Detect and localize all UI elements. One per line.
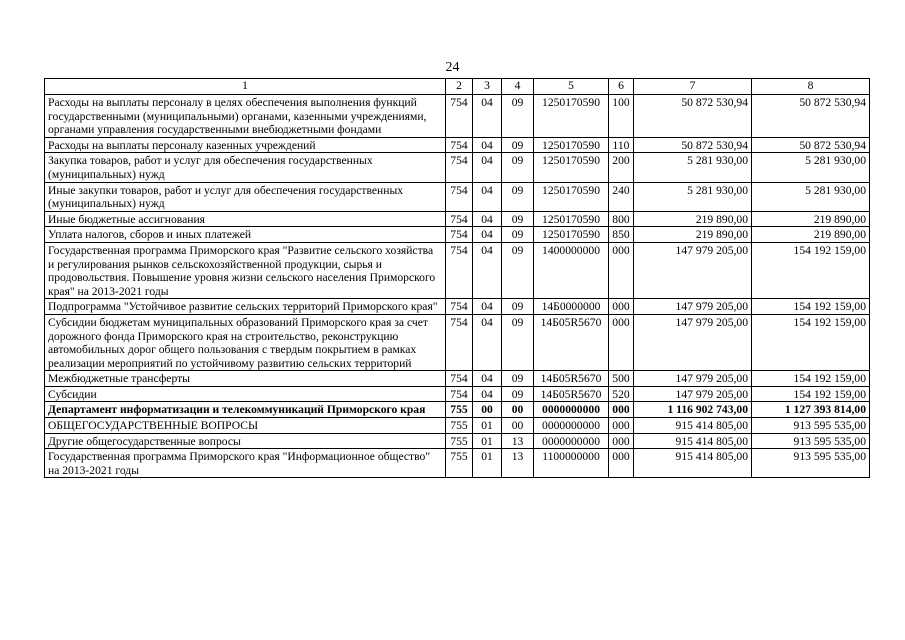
- subsection-code-cell: 09: [502, 371, 534, 387]
- subsection-code-cell: 09: [502, 95, 534, 138]
- expense-type-cell: 000: [609, 449, 634, 478]
- admin-code-cell: 754: [446, 371, 473, 387]
- table-row: [45, 299, 870, 315]
- target-article-cell: 1250170590: [534, 153, 609, 182]
- amount-year1-cell: 147 979 205,00: [634, 386, 752, 402]
- column-header: 8: [752, 79, 870, 95]
- subsection-code-cell: 00: [502, 402, 534, 418]
- amount-year2-cell: 50 872 530,94: [752, 137, 870, 153]
- table-row: [45, 242, 870, 298]
- column-header: 1: [45, 79, 446, 95]
- amount-year2-cell: 154 192 159,00: [752, 299, 870, 315]
- column-header: 3: [473, 79, 502, 95]
- target-article-cell: 1250170590: [534, 182, 609, 211]
- target-article-cell: 1400000000: [534, 242, 609, 298]
- amount-year2-cell: 913 595 535,00: [752, 418, 870, 434]
- item-name-cell: Подпрограмма "Устойчивое развитие сельских территорий Приморского края": [45, 299, 446, 315]
- admin-code-cell: 754: [446, 314, 473, 370]
- subsection-code-cell: 13: [502, 433, 534, 449]
- amount-year1-cell: 219 890,00: [634, 227, 752, 243]
- amount-year1-cell: 5 281 930,00: [634, 153, 752, 182]
- table-row: [45, 227, 870, 243]
- amount-year2-cell: 154 192 159,00: [752, 371, 870, 387]
- expense-type-cell: 850: [609, 227, 634, 243]
- amount-year1-cell: 5 281 930,00: [634, 182, 752, 211]
- subsection-code-cell: 09: [502, 153, 534, 182]
- target-article-cell: 0000000000: [534, 418, 609, 434]
- amount-year2-cell: 219 890,00: [752, 211, 870, 227]
- admin-code-cell: 755: [446, 433, 473, 449]
- column-header: 4: [502, 79, 534, 95]
- amount-year2-cell: 1 127 393 814,00: [752, 402, 870, 418]
- item-name-cell: Субсидии: [45, 386, 446, 402]
- amount-year1-cell: 1 116 902 743,00: [634, 402, 752, 418]
- admin-code-cell: 754: [446, 299, 473, 315]
- admin-code-cell: 754: [446, 242, 473, 298]
- expense-type-cell: 200: [609, 153, 634, 182]
- subsection-code-cell: 09: [502, 299, 534, 315]
- admin-code-cell: 754: [446, 227, 473, 243]
- admin-code-cell: 755: [446, 402, 473, 418]
- subsection-code-cell: 09: [502, 227, 534, 243]
- expense-type-cell: 100: [609, 95, 634, 138]
- subsection-code-cell: 09: [502, 182, 534, 211]
- table-row: [45, 386, 870, 402]
- subsection-code-cell: 09: [502, 242, 534, 298]
- item-name-cell: Межбюджетные трансферты: [45, 371, 446, 387]
- admin-code-cell: 754: [446, 211, 473, 227]
- section-code-cell: 04: [473, 182, 502, 211]
- section-code-cell: 00: [473, 402, 502, 418]
- item-name-cell: Государственная программа Приморского края "Развитие сельского хозяйства и регулирования рынков сельскохозяйственной продукции, сырья и продовольствия. Повышение уровня жизни сельского населения Приморского края" на 2013-2021 годы: [45, 242, 446, 298]
- table-row: [45, 433, 870, 449]
- page-number: 24: [445, 60, 460, 75]
- amount-year1-cell: 147 979 205,00: [634, 242, 752, 298]
- target-article-cell: 1250170590: [534, 211, 609, 227]
- amount-year2-cell: 219 890,00: [752, 227, 870, 243]
- subsection-code-cell: 09: [502, 137, 534, 153]
- expense-type-cell: 000: [609, 242, 634, 298]
- item-name-cell: Расходы на выплаты персоналу в целях обеспечения выполнения функций государственными (муниципальными) органами, казенными учреждениями, органами управления государственными внебюджетными фондами: [45, 95, 446, 138]
- subsection-code-cell: 09: [502, 386, 534, 402]
- section-code-cell: 04: [473, 314, 502, 370]
- target-article-cell: 14Б05R5670: [534, 371, 609, 387]
- item-name-cell: Иные бюджетные ассигнования: [45, 211, 446, 227]
- target-article-cell: 14Б05R5670: [534, 314, 609, 370]
- section-code-cell: 04: [473, 227, 502, 243]
- admin-code-cell: 754: [446, 95, 473, 138]
- subsection-code-cell: 09: [502, 314, 534, 370]
- amount-year1-cell: 147 979 205,00: [634, 299, 752, 315]
- table-row: [45, 371, 870, 387]
- table-row: [45, 153, 870, 182]
- admin-code-cell: 754: [446, 386, 473, 402]
- column-header: 5: [534, 79, 609, 95]
- amount-year2-cell: 154 192 159,00: [752, 386, 870, 402]
- item-name-cell: Другие общегосударственные вопросы: [45, 433, 446, 449]
- amount-year1-cell: 50 872 530,94: [634, 95, 752, 138]
- table-row: [45, 137, 870, 153]
- item-name-cell: ОБЩЕГОСУДАРСТВЕННЫЕ ВОПРОСЫ: [45, 418, 446, 434]
- section-code-cell: 04: [473, 211, 502, 227]
- amount-year1-cell: 147 979 205,00: [634, 314, 752, 370]
- section-code-cell: 04: [473, 137, 502, 153]
- expense-type-cell: 000: [609, 299, 634, 315]
- column-header: 2: [446, 79, 473, 95]
- table-row: [45, 211, 870, 227]
- amount-year2-cell: 913 595 535,00: [752, 433, 870, 449]
- amount-year1-cell: 915 414 805,00: [634, 418, 752, 434]
- section-code-cell: 04: [473, 242, 502, 298]
- expense-type-cell: 000: [609, 402, 634, 418]
- table-row: [45, 402, 870, 418]
- expense-type-cell: 520: [609, 386, 634, 402]
- amount-year2-cell: 154 192 159,00: [752, 242, 870, 298]
- admin-code-cell: 754: [446, 137, 473, 153]
- item-name-cell: Уплата налогов, сборов и иных платежей: [45, 227, 446, 243]
- admin-code-cell: 755: [446, 418, 473, 434]
- amount-year2-cell: 5 281 930,00: [752, 153, 870, 182]
- target-article-cell: 14Б05R5670: [534, 386, 609, 402]
- section-code-cell: 04: [473, 299, 502, 315]
- subsection-code-cell: 00: [502, 418, 534, 434]
- expense-type-cell: 000: [609, 418, 634, 434]
- admin-code-cell: 754: [446, 153, 473, 182]
- section-code-cell: 04: [473, 153, 502, 182]
- section-code-cell: 01: [473, 433, 502, 449]
- target-article-cell: 0000000000: [534, 402, 609, 418]
- expense-type-cell: 240: [609, 182, 634, 211]
- table-body: [45, 95, 870, 478]
- target-article-cell: 14Б0000000: [534, 299, 609, 315]
- section-code-cell: 01: [473, 449, 502, 478]
- expense-type-cell: 000: [609, 314, 634, 370]
- amount-year1-cell: 915 414 805,00: [634, 449, 752, 478]
- target-article-cell: 1250170590: [534, 137, 609, 153]
- section-code-cell: 04: [473, 386, 502, 402]
- target-article-cell: 1250170590: [534, 227, 609, 243]
- amount-year1-cell: 147 979 205,00: [634, 371, 752, 387]
- admin-code-cell: 755: [446, 449, 473, 478]
- amount-year1-cell: 219 890,00: [634, 211, 752, 227]
- expense-type-cell: 000: [609, 433, 634, 449]
- column-header: 6: [609, 79, 634, 95]
- item-name-cell: Государственная программа Приморского края "Информационное общество" на 2013-2021 годы: [45, 449, 446, 478]
- table-row: [45, 418, 870, 434]
- section-code-cell: 01: [473, 418, 502, 434]
- table-row: [45, 95, 870, 138]
- subsection-code-cell: 09: [502, 211, 534, 227]
- item-name-cell: Субсидии бюджетам муниципальных образований Приморского края за счет дорожного фонда Приморского края на строительство, реконструкцию автомобильных дорог общего пользования с твердым покрытием в рамках реализации мероприятий по устойчивому развитию сельских территорий: [45, 314, 446, 370]
- item-name-cell: Закупка товаров, работ и услуг для обеспечения государственных (муниципальных) нужд: [45, 153, 446, 182]
- amount-year1-cell: 50 872 530,94: [634, 137, 752, 153]
- target-article-cell: 1250170590: [534, 95, 609, 138]
- column-header: 7: [634, 79, 752, 95]
- amount-year2-cell: 913 595 535,00: [752, 449, 870, 478]
- section-code-cell: 04: [473, 95, 502, 138]
- table-row: [45, 182, 870, 211]
- table-header-row: [45, 79, 870, 95]
- section-code-cell: 04: [473, 371, 502, 387]
- table-row: [45, 449, 870, 478]
- amount-year2-cell: 5 281 930,00: [752, 182, 870, 211]
- amount-year2-cell: 154 192 159,00: [752, 314, 870, 370]
- item-name-cell: Департамент информатизации и телекоммуникаций Приморского края: [45, 402, 446, 418]
- budget-table: [44, 78, 870, 478]
- amount-year1-cell: 915 414 805,00: [634, 433, 752, 449]
- expense-type-cell: 110: [609, 137, 634, 153]
- expense-type-cell: 500: [609, 371, 634, 387]
- expense-type-cell: 800: [609, 211, 634, 227]
- item-name-cell: Расходы на выплаты персоналу казенных учреждений: [45, 137, 446, 153]
- table-row: [45, 314, 870, 370]
- amount-year2-cell: 50 872 530,94: [752, 95, 870, 138]
- target-article-cell: 0000000000: [534, 433, 609, 449]
- item-name-cell: Иные закупки товаров, работ и услуг для обеспечения государственных (муниципальных) нужд: [45, 182, 446, 211]
- admin-code-cell: 754: [446, 182, 473, 211]
- target-article-cell: 1100000000: [534, 449, 609, 478]
- subsection-code-cell: 13: [502, 449, 534, 478]
